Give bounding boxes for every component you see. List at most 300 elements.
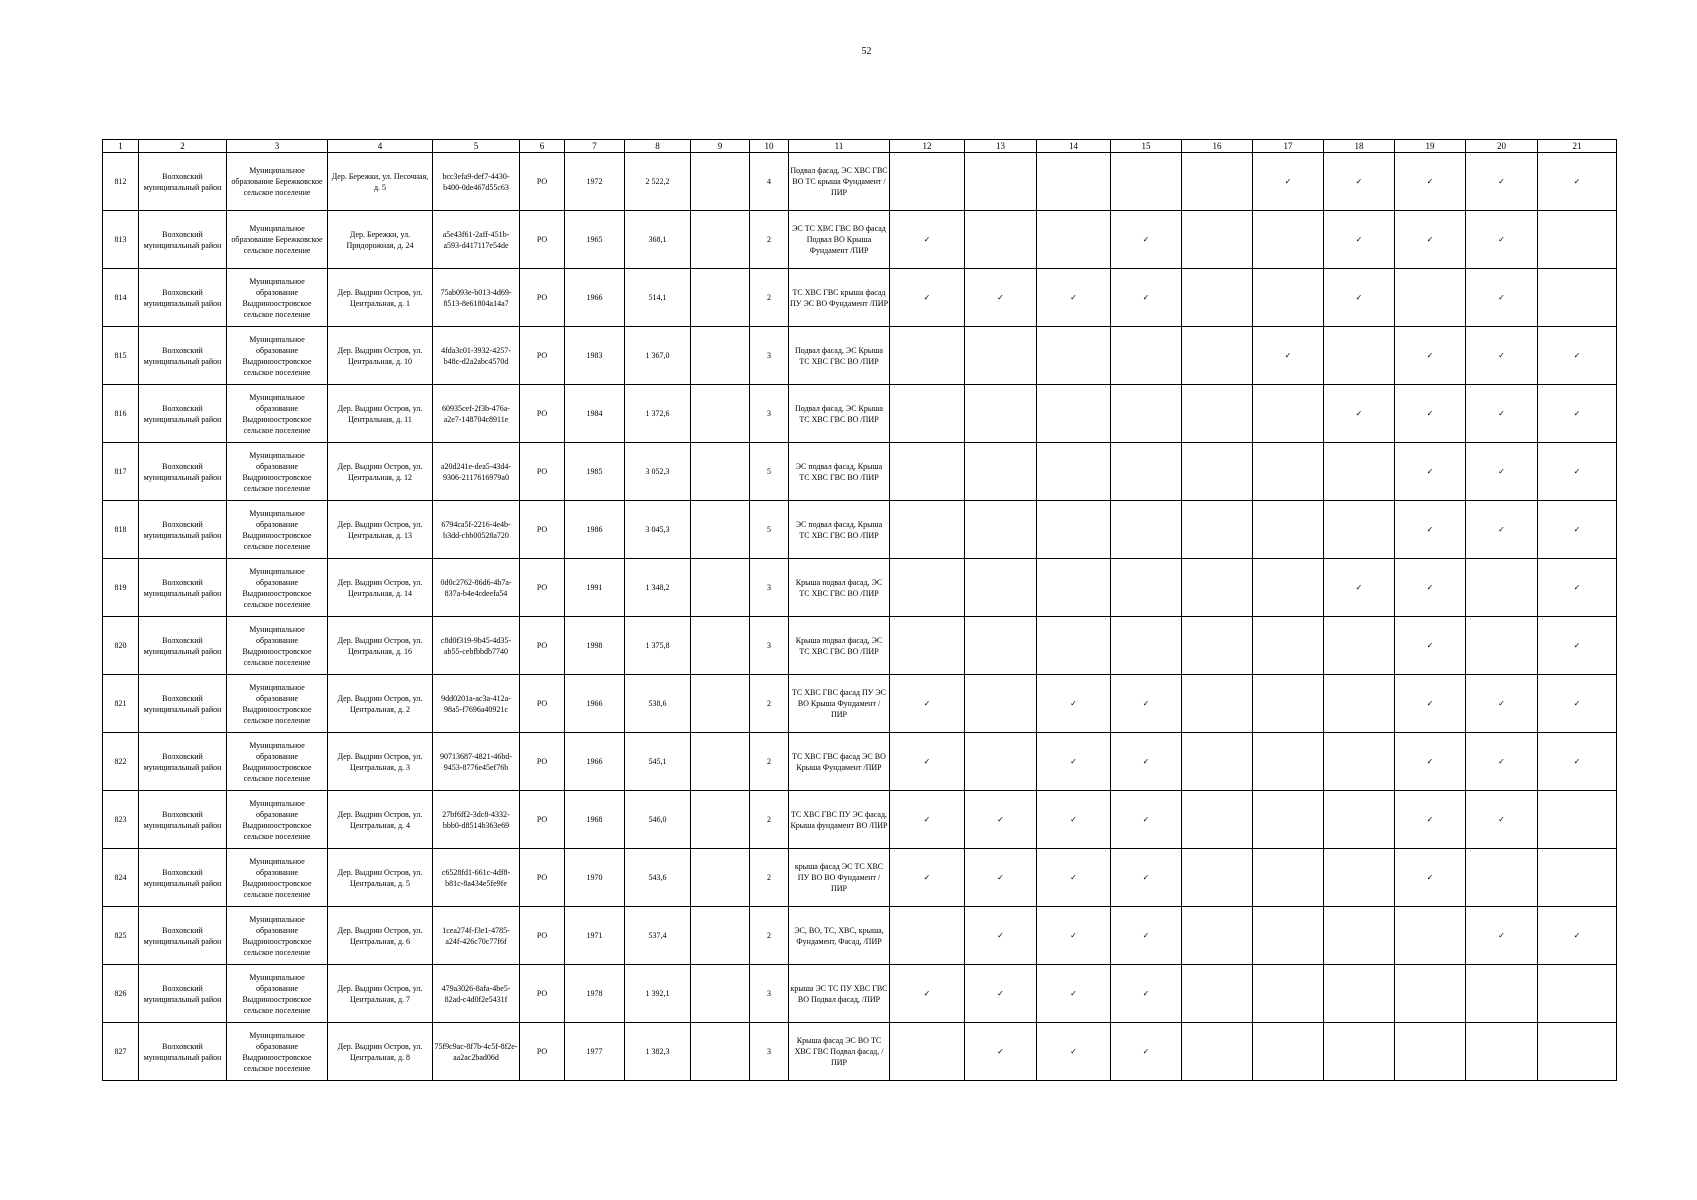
work-column-14-cell — [1037, 791, 1111, 849]
area-cell: 537,4 — [625, 907, 691, 965]
work-column-18-cell — [1324, 385, 1395, 443]
type-cell: РО — [520, 443, 565, 501]
floors-cell: 2 — [750, 849, 789, 907]
work-column-17-cell — [1253, 675, 1324, 733]
year-cell: 1966 — [565, 733, 625, 791]
municipality-cell: Муниципальное образование Выдринoостровское сельское поселение — [227, 385, 328, 443]
check-mark-icon: ✓ — [1498, 467, 1505, 476]
work-column-15-cell — [1111, 211, 1182, 269]
floors-cell: 3 — [750, 617, 789, 675]
check-mark-icon: ✓ — [923, 757, 931, 766]
table-row — [103, 559, 1617, 617]
floors-cell: 5 — [750, 443, 789, 501]
work-column-15-cell — [1111, 153, 1182, 211]
work-column-19-cell — [1395, 791, 1466, 849]
address-cell: Дер. Выдрин Остров, ул. Центральная, д. 16 — [328, 617, 433, 675]
area-cell: 543,6 — [625, 849, 691, 907]
type-cell: РО — [520, 269, 565, 327]
column-header-17: 17 — [1253, 140, 1324, 153]
column-9-cell — [691, 791, 750, 849]
check-mark-icon: ✓ — [1070, 699, 1077, 708]
work-column-15-cell — [1111, 675, 1182, 733]
check-mark-icon: ✓ — [1498, 815, 1505, 824]
area-cell: 514,1 — [625, 269, 691, 327]
work-column-18-cell — [1324, 849, 1395, 907]
work-column-21-cell — [1538, 559, 1617, 617]
check-mark-icon: ✓ — [1573, 757, 1581, 766]
area-cell: 1 372,6 — [625, 385, 691, 443]
work-column-19-cell — [1395, 211, 1466, 269]
table-row — [103, 849, 1617, 907]
work-column-17-cell — [1253, 965, 1324, 1023]
work-column-16-cell — [1182, 733, 1253, 791]
work-column-16-cell — [1182, 617, 1253, 675]
municipality-cell: Муниципальное образование Выдринoостровское сельское поселение — [227, 907, 328, 965]
work-column-18-cell — [1324, 327, 1395, 385]
work-column-18-cell — [1324, 443, 1395, 501]
municipality-cell: Муниципальное образование Выдринoостровское сельское поселение — [227, 965, 328, 1023]
district-cell: Волховский муниципальный район — [139, 907, 227, 965]
check-mark-icon: ✓ — [997, 989, 1004, 998]
work-column-14-cell — [1037, 269, 1111, 327]
guid-cell: c6528fd1-661c-4df8-b81c-8a434e5fe9fe — [433, 849, 520, 907]
check-mark-icon: ✓ — [1573, 641, 1581, 650]
check-mark-icon: ✓ — [1573, 931, 1581, 940]
check-mark-icon: ✓ — [1070, 293, 1077, 302]
check-mark-icon: ✓ — [1426, 583, 1434, 592]
municipality-cell: Муниципальное образование Выдринoостровское сельское поселение — [227, 1023, 328, 1081]
work-column-19-cell — [1395, 849, 1466, 907]
district-cell: Волховский муниципальный район — [139, 211, 227, 269]
work-column-21-cell — [1538, 1023, 1617, 1081]
work-column-21-cell — [1538, 385, 1617, 443]
area-cell: 545,1 — [625, 733, 691, 791]
year-cell: 1970 — [565, 849, 625, 907]
work-column-17-cell — [1253, 791, 1324, 849]
address-cell: Дер. Выдрин Остров, ул. Центральная, д. 14 — [328, 559, 433, 617]
work-column-12-cell — [890, 443, 965, 501]
work-column-14-cell — [1037, 153, 1111, 211]
column-header-7: 7 — [565, 140, 625, 153]
work-column-17-cell — [1253, 443, 1324, 501]
floors-cell: 2 — [750, 791, 789, 849]
district-cell: Волховский муниципальный район — [139, 385, 227, 443]
work-column-17-cell — [1253, 269, 1324, 327]
area-cell: 538,6 — [625, 675, 691, 733]
floors-cell: 3 — [750, 1023, 789, 1081]
column-header-12: 12 — [890, 140, 965, 153]
work-column-21-cell — [1538, 269, 1617, 327]
column-header-10: 10 — [750, 140, 789, 153]
column-9-cell — [691, 617, 750, 675]
floors-cell: 2 — [750, 675, 789, 733]
type-cell: РО — [520, 385, 565, 443]
type-cell: РО — [520, 1023, 565, 1081]
work-column-17-cell — [1253, 501, 1324, 559]
column-9-cell — [691, 211, 750, 269]
column-9-cell — [691, 559, 750, 617]
works-cell: ЭС, ВО, ТС, ХВС, крыша, Фундамент, Фасад, /ПИР — [789, 907, 890, 965]
municipality-cell: Муниципальное образование Выдринoостровское сельское поселение — [227, 327, 328, 385]
check-mark-icon: ✓ — [923, 989, 931, 998]
type-cell: РО — [520, 327, 565, 385]
area-cell: 2 522,2 — [625, 153, 691, 211]
work-column-14-cell — [1037, 559, 1111, 617]
work-column-17-cell — [1253, 327, 1324, 385]
work-column-14-cell — [1037, 443, 1111, 501]
works-cell: ТС ХВС ГВС фасад ЭС ВО Крыша Фундамент /ПИР — [789, 733, 890, 791]
row-number: 816 — [103, 385, 139, 443]
check-mark-icon: ✓ — [923, 293, 931, 302]
table-row — [103, 1023, 1617, 1081]
page-number: 52 — [861, 46, 872, 57]
work-column-16-cell — [1182, 907, 1253, 965]
check-mark-icon: ✓ — [1355, 409, 1363, 418]
work-column-18-cell — [1324, 559, 1395, 617]
municipality-cell: Муниципальное образование Выдринoостровское сельское поселение — [227, 443, 328, 501]
table-row — [103, 443, 1617, 501]
type-cell: РО — [520, 617, 565, 675]
works-cell: Крыша подвал фасад, ЭС ТС ХВС ГВС ВО /ПИР — [789, 559, 890, 617]
check-mark-icon: ✓ — [1498, 757, 1505, 766]
work-column-19-cell — [1395, 559, 1466, 617]
work-column-15-cell — [1111, 327, 1182, 385]
guid-cell: 0d0c2762-86d6-4b7a-837a-b4e4cdeefa54 — [433, 559, 520, 617]
type-cell: РО — [520, 501, 565, 559]
work-column-14-cell — [1037, 327, 1111, 385]
work-column-13-cell — [965, 559, 1037, 617]
work-column-14-cell — [1037, 211, 1111, 269]
work-column-18-cell — [1324, 965, 1395, 1023]
column-9-cell — [691, 907, 750, 965]
column-9-cell — [691, 1023, 750, 1081]
work-column-14-cell — [1037, 385, 1111, 443]
work-column-20-cell — [1466, 501, 1538, 559]
work-column-12-cell — [890, 269, 965, 327]
municipality-cell: Муниципальное образование Выдринoостровское сельское поселение — [227, 675, 328, 733]
check-mark-icon: ✓ — [1426, 177, 1434, 186]
works-cell: Крыша подвал фасад, ЭС ТС ХВС ГВС ВО /ПИР — [789, 617, 890, 675]
work-column-21-cell — [1538, 907, 1617, 965]
work-column-21-cell — [1538, 675, 1617, 733]
guid-cell: 6794ca5f-2216-4e4b-b3dd-cbb00528a720 — [433, 501, 520, 559]
address-cell: Дер. Бережки, ул. Песочная, д. 5 — [328, 153, 433, 211]
work-column-18-cell — [1324, 211, 1395, 269]
guid-cell: bcc3efa9-def7-4430-b400-0de467d55c63 — [433, 153, 520, 211]
year-cell: 1965 — [565, 211, 625, 269]
check-mark-icon: ✓ — [1498, 409, 1505, 418]
work-column-20-cell — [1466, 269, 1538, 327]
address-cell: Дер. Бережки, ул. Придорожная, д. 24 — [328, 211, 433, 269]
check-mark-icon: ✓ — [1498, 293, 1505, 302]
work-column-16-cell — [1182, 385, 1253, 443]
table-row — [103, 907, 1617, 965]
works-cell: Подвал фасад, ЭС Крыша ТС ХВС ГВС ВО /ПИР — [789, 327, 890, 385]
column-header-9: 9 — [691, 140, 750, 153]
check-mark-icon: ✓ — [1142, 699, 1150, 708]
municipality-cell: Муниципальное образование Выдринoостровское сельское поселение — [227, 269, 328, 327]
municipality-cell: Муниципальное образование Бережковское сельское поселение — [227, 153, 328, 211]
work-column-16-cell — [1182, 849, 1253, 907]
row-number: 822 — [103, 733, 139, 791]
column-9-cell — [691, 501, 750, 559]
address-cell: Дер. Выдрин Остров, ул. Центральная, д. 4 — [328, 791, 433, 849]
check-mark-icon: ✓ — [1426, 757, 1434, 766]
work-column-12-cell — [890, 617, 965, 675]
table-row — [103, 617, 1617, 675]
type-cell: РО — [520, 907, 565, 965]
work-column-15-cell — [1111, 385, 1182, 443]
work-column-21-cell — [1538, 791, 1617, 849]
check-mark-icon: ✓ — [1070, 989, 1077, 998]
guid-cell: 27bf6ff2-3dc8-4332-bbb0-d8514b363e69 — [433, 791, 520, 849]
work-column-16-cell — [1182, 965, 1253, 1023]
work-column-17-cell — [1253, 849, 1324, 907]
district-cell: Волховский муниципальный район — [139, 1023, 227, 1081]
check-mark-icon: ✓ — [1070, 931, 1077, 940]
works-cell: ЭС подвал фасад, Крыша ТС ХВС ГВС ВО /ПИР — [789, 443, 890, 501]
work-column-19-cell — [1395, 385, 1466, 443]
area-cell: 1 348,2 — [625, 559, 691, 617]
work-column-15-cell — [1111, 617, 1182, 675]
row-number: 819 — [103, 559, 139, 617]
work-column-13-cell — [965, 443, 1037, 501]
work-column-21-cell — [1538, 443, 1617, 501]
housing-registry-table — [102, 139, 1617, 1081]
work-column-19-cell — [1395, 907, 1466, 965]
work-column-13-cell — [965, 1023, 1037, 1081]
address-cell: Дер. Выдрин Остров, ул. Центральная, д. 7 — [328, 965, 433, 1023]
works-cell: крыша фасад ЭС ТС ХВС ПУ ВО ВО Фундамент /ПИР — [789, 849, 890, 907]
table-body — [103, 153, 1617, 1081]
table-row — [103, 269, 1617, 327]
work-column-19-cell — [1395, 153, 1466, 211]
column-header-13: 13 — [965, 140, 1037, 153]
check-mark-icon: ✓ — [1142, 989, 1150, 998]
address-cell: Дер. Выдрин Остров, ул. Центральная, д. 3 — [328, 733, 433, 791]
work-column-13-cell — [965, 327, 1037, 385]
guid-cell: 60935cef-2f3b-476a-a2e7-148704c8911e — [433, 385, 520, 443]
floors-cell: 3 — [750, 965, 789, 1023]
works-cell: Подвал фасад, ЭС ХВС ГВС ВО ТС крыша Фундамент /ПИР — [789, 153, 890, 211]
row-number: 820 — [103, 617, 139, 675]
address-cell: Дер. Выдрин Остров, ул. Центральная, д. 1 — [328, 269, 433, 327]
column-header-8: 8 — [625, 140, 691, 153]
floors-cell: 2 — [750, 907, 789, 965]
year-cell: 1966 — [565, 269, 625, 327]
row-number: 827 — [103, 1023, 139, 1081]
year-cell: 1968 — [565, 791, 625, 849]
check-mark-icon: ✓ — [1498, 235, 1505, 244]
work-column-19-cell — [1395, 269, 1466, 327]
work-column-17-cell — [1253, 617, 1324, 675]
district-cell: Волховский муниципальный район — [139, 849, 227, 907]
check-mark-icon: ✓ — [1142, 757, 1150, 766]
floors-cell: 3 — [750, 327, 789, 385]
year-cell: 1998 — [565, 617, 625, 675]
guid-cell: a5e43f61-2aff-451b-a593-d417117e54de — [433, 211, 520, 269]
work-column-16-cell — [1182, 153, 1253, 211]
works-cell: крыша ЭС ТС ПУ ХВС ГВС ВО Подвал фасад, /ПИР — [789, 965, 890, 1023]
works-cell: ТС ХВС ГВС ПУ ЭС фасад, Крыша фундамент ВО /ПИР — [789, 791, 890, 849]
check-mark-icon: ✓ — [1573, 699, 1581, 708]
column-header-1: 1 — [103, 140, 139, 153]
check-mark-icon: ✓ — [1284, 177, 1292, 186]
check-mark-icon: ✓ — [1426, 351, 1434, 360]
work-column-18-cell — [1324, 791, 1395, 849]
table-row — [103, 385, 1617, 443]
work-column-20-cell — [1466, 733, 1538, 791]
district-cell: Волховский муниципальный район — [139, 791, 227, 849]
work-column-21-cell — [1538, 327, 1617, 385]
row-number: 812 — [103, 153, 139, 211]
district-cell: Волховский муниципальный район — [139, 269, 227, 327]
column-header-6: 6 — [520, 140, 565, 153]
column-header-11: 11 — [789, 140, 890, 153]
work-column-12-cell — [890, 791, 965, 849]
area-cell: 1 367,0 — [625, 327, 691, 385]
check-mark-icon: ✓ — [1070, 757, 1077, 766]
row-number: 818 — [103, 501, 139, 559]
work-column-15-cell — [1111, 849, 1182, 907]
guid-cell: c8d0f319-9b45-4d35-ab55-cebfbbdb7740 — [433, 617, 520, 675]
check-mark-icon: ✓ — [1498, 351, 1505, 360]
work-column-19-cell — [1395, 327, 1466, 385]
table-row — [103, 501, 1617, 559]
area-cell: 368,1 — [625, 211, 691, 269]
work-column-16-cell — [1182, 443, 1253, 501]
year-cell: 1986 — [565, 501, 625, 559]
works-cell: Подвал фасад, ЭС Крыша ТС ХВС ГВС ВО /ПИР — [789, 385, 890, 443]
work-column-21-cell — [1538, 501, 1617, 559]
column-9-cell — [691, 675, 750, 733]
work-column-15-cell — [1111, 907, 1182, 965]
work-column-13-cell — [965, 907, 1037, 965]
district-cell: Волховский муниципальный район — [139, 617, 227, 675]
check-mark-icon: ✓ — [1426, 409, 1434, 418]
column-9-cell — [691, 385, 750, 443]
work-column-20-cell — [1466, 211, 1538, 269]
work-column-18-cell — [1324, 617, 1395, 675]
check-mark-icon: ✓ — [1498, 525, 1505, 534]
work-column-19-cell — [1395, 1023, 1466, 1081]
table-header — [103, 140, 1617, 153]
work-column-12-cell — [890, 733, 965, 791]
work-column-14-cell — [1037, 501, 1111, 559]
work-column-18-cell — [1324, 153, 1395, 211]
row-number: 814 — [103, 269, 139, 327]
check-mark-icon: ✓ — [1142, 235, 1150, 244]
floors-cell: 2 — [750, 733, 789, 791]
check-mark-icon: ✓ — [923, 873, 931, 882]
municipality-cell: Муниципальное образование Выдринoостровское сельское поселение — [227, 849, 328, 907]
check-mark-icon: ✓ — [1573, 351, 1581, 360]
floors-cell: 5 — [750, 501, 789, 559]
type-cell: РО — [520, 153, 565, 211]
column-header-18: 18 — [1324, 140, 1395, 153]
guid-cell: 90713687-4821-46bd-9453-8776e45ef76b — [433, 733, 520, 791]
work-column-17-cell — [1253, 385, 1324, 443]
work-column-19-cell — [1395, 965, 1466, 1023]
work-column-16-cell — [1182, 559, 1253, 617]
work-column-17-cell — [1253, 1023, 1324, 1081]
municipality-cell: Муниципальное образование Выдринoостровское сельское поселение — [227, 617, 328, 675]
work-column-16-cell — [1182, 675, 1253, 733]
work-column-19-cell — [1395, 733, 1466, 791]
work-column-20-cell — [1466, 791, 1538, 849]
row-number: 821 — [103, 675, 139, 733]
check-mark-icon: ✓ — [1355, 583, 1363, 592]
check-mark-icon: ✓ — [1573, 177, 1581, 186]
guid-cell: 9dd0201a-ac3a-412a-98a5-f7696a40921c — [433, 675, 520, 733]
work-column-16-cell — [1182, 269, 1253, 327]
municipality-cell: Муниципальное образование Выдринoостровское сельское поселение — [227, 791, 328, 849]
work-column-20-cell — [1466, 559, 1538, 617]
work-column-12-cell — [890, 559, 965, 617]
work-column-14-cell — [1037, 617, 1111, 675]
work-column-13-cell — [965, 617, 1037, 675]
check-mark-icon: ✓ — [1426, 525, 1434, 534]
work-column-14-cell — [1037, 965, 1111, 1023]
column-9-cell — [691, 733, 750, 791]
work-column-15-cell — [1111, 965, 1182, 1023]
work-column-12-cell — [890, 327, 965, 385]
work-column-18-cell — [1324, 675, 1395, 733]
check-mark-icon: ✓ — [1070, 815, 1077, 824]
check-mark-icon: ✓ — [1426, 815, 1434, 824]
table-row — [103, 675, 1617, 733]
column-header-3: 3 — [227, 140, 328, 153]
table-row — [103, 327, 1617, 385]
guid-cell: 1cea274f-f3e1-4785-a24f-426c70c77f6f — [433, 907, 520, 965]
work-column-13-cell — [965, 965, 1037, 1023]
municipality-cell: Муниципальное образование Бережковское сельское поселение — [227, 211, 328, 269]
work-column-12-cell — [890, 965, 965, 1023]
work-column-19-cell — [1395, 501, 1466, 559]
check-mark-icon: ✓ — [997, 931, 1004, 940]
floors-cell: 3 — [750, 559, 789, 617]
year-cell: 1983 — [565, 327, 625, 385]
table-row — [103, 211, 1617, 269]
year-cell: 1991 — [565, 559, 625, 617]
district-cell: Волховский муниципальный район — [139, 153, 227, 211]
column-9-cell — [691, 443, 750, 501]
district-cell: Волховский муниципальный район — [139, 559, 227, 617]
work-column-19-cell — [1395, 675, 1466, 733]
work-column-12-cell — [890, 211, 965, 269]
work-column-14-cell — [1037, 849, 1111, 907]
work-column-17-cell — [1253, 211, 1324, 269]
row-number: 813 — [103, 211, 139, 269]
district-cell: Волховский муниципальный район — [139, 327, 227, 385]
work-column-16-cell — [1182, 1023, 1253, 1081]
table-row — [103, 733, 1617, 791]
column-9-cell — [691, 153, 750, 211]
type-cell: РО — [520, 965, 565, 1023]
work-column-16-cell — [1182, 791, 1253, 849]
type-cell: РО — [520, 675, 565, 733]
work-column-12-cell — [890, 675, 965, 733]
guid-cell: 479a3026-8afa-4be5-82ad-c4d0f2e5431f — [433, 965, 520, 1023]
year-cell: 1977 — [565, 1023, 625, 1081]
work-column-21-cell — [1538, 965, 1617, 1023]
work-column-18-cell — [1324, 733, 1395, 791]
column-9-cell — [691, 849, 750, 907]
work-column-20-cell — [1466, 327, 1538, 385]
guid-cell: a20d241e-dea5-43d4-9306-2117616979a0 — [433, 443, 520, 501]
column-header-2: 2 — [139, 140, 227, 153]
work-column-15-cell — [1111, 733, 1182, 791]
